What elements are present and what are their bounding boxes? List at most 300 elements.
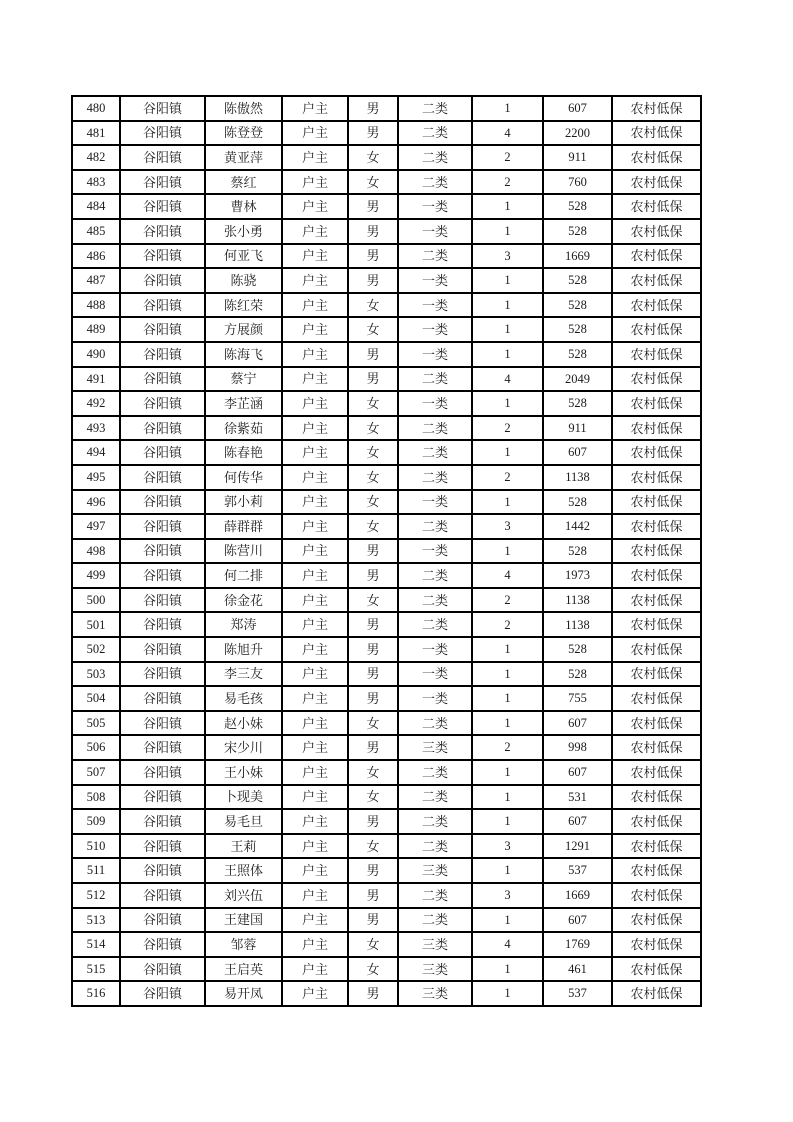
cell-welfare_type: 农村低保 xyxy=(612,440,701,465)
cell-amount: 607 xyxy=(543,760,612,785)
cell-name: 陈骁 xyxy=(205,268,282,293)
cell-welfare_type: 农村低保 xyxy=(612,293,701,318)
cell-welfare_type: 农村低保 xyxy=(612,317,701,342)
cell-name: 刘兴伍 xyxy=(205,883,282,908)
cell-seq: 487 xyxy=(72,268,120,293)
cell-persons: 3 xyxy=(472,514,543,539)
table-row xyxy=(72,391,701,416)
cell-category: 二类 xyxy=(398,514,472,539)
cell-gender: 男 xyxy=(348,883,398,908)
cell-gender: 男 xyxy=(348,219,398,244)
cell-name: 黄亚萍 xyxy=(205,145,282,170)
welfare-table-body xyxy=(72,96,701,1006)
cell-town: 谷阳镇 xyxy=(120,612,205,637)
cell-amount: 998 xyxy=(543,735,612,760)
cell-name: 易开凤 xyxy=(205,981,282,1006)
cell-category: 一类 xyxy=(398,686,472,711)
cell-welfare_type: 农村低保 xyxy=(612,244,701,269)
table-row xyxy=(72,490,701,515)
cell-persons: 1 xyxy=(472,96,543,121)
cell-gender: 女 xyxy=(348,293,398,318)
cell-seq: 488 xyxy=(72,293,120,318)
table-row xyxy=(72,932,701,957)
cell-amount: 528 xyxy=(543,194,612,219)
cell-category: 三类 xyxy=(398,932,472,957)
cell-name: 陈登登 xyxy=(205,121,282,146)
cell-seq: 485 xyxy=(72,219,120,244)
cell-persons: 2 xyxy=(472,145,543,170)
cell-amount: 461 xyxy=(543,957,612,982)
cell-name: 何传华 xyxy=(205,465,282,490)
cell-town: 谷阳镇 xyxy=(120,490,205,515)
cell-amount: 1669 xyxy=(543,883,612,908)
cell-category: 三类 xyxy=(398,858,472,883)
cell-householder: 户主 xyxy=(282,219,348,244)
cell-householder: 户主 xyxy=(282,268,348,293)
cell-seq: 491 xyxy=(72,367,120,392)
cell-persons: 4 xyxy=(472,121,543,146)
table-row xyxy=(72,662,701,687)
cell-householder: 户主 xyxy=(282,367,348,392)
cell-welfare_type: 农村低保 xyxy=(612,563,701,588)
cell-category: 一类 xyxy=(398,342,472,367)
cell-persons: 1 xyxy=(472,686,543,711)
cell-town: 谷阳镇 xyxy=(120,932,205,957)
cell-seq: 514 xyxy=(72,932,120,957)
cell-category: 三类 xyxy=(398,735,472,760)
cell-seq: 484 xyxy=(72,194,120,219)
cell-welfare_type: 农村低保 xyxy=(612,883,701,908)
cell-seq: 490 xyxy=(72,342,120,367)
cell-category: 二类 xyxy=(398,121,472,146)
cell-name: 易毛孩 xyxy=(205,686,282,711)
cell-gender: 女 xyxy=(348,416,398,441)
cell-town: 谷阳镇 xyxy=(120,588,205,613)
table-row xyxy=(72,145,701,170)
cell-town: 谷阳镇 xyxy=(120,194,205,219)
cell-gender: 女 xyxy=(348,711,398,736)
table-row xyxy=(72,735,701,760)
cell-name: 张小勇 xyxy=(205,219,282,244)
cell-persons: 1 xyxy=(472,760,543,785)
cell-seq: 486 xyxy=(72,244,120,269)
cell-welfare_type: 农村低保 xyxy=(612,588,701,613)
cell-householder: 户主 xyxy=(282,317,348,342)
cell-category: 二类 xyxy=(398,785,472,810)
cell-name: 宋少川 xyxy=(205,735,282,760)
cell-town: 谷阳镇 xyxy=(120,440,205,465)
cell-gender: 男 xyxy=(348,981,398,1006)
cell-welfare_type: 农村低保 xyxy=(612,219,701,244)
cell-town: 谷阳镇 xyxy=(120,514,205,539)
cell-amount: 2200 xyxy=(543,121,612,146)
cell-amount: 2049 xyxy=(543,367,612,392)
cell-persons: 3 xyxy=(472,883,543,908)
table-row xyxy=(72,342,701,367)
cell-householder: 户主 xyxy=(282,465,348,490)
cell-name: 徐金花 xyxy=(205,588,282,613)
cell-town: 谷阳镇 xyxy=(120,563,205,588)
cell-gender: 女 xyxy=(348,145,398,170)
cell-amount: 528 xyxy=(543,342,612,367)
cell-seq: 503 xyxy=(72,662,120,687)
cell-gender: 女 xyxy=(348,391,398,416)
cell-persons: 1 xyxy=(472,981,543,1006)
cell-welfare_type: 农村低保 xyxy=(612,981,701,1006)
cell-seq: 515 xyxy=(72,957,120,982)
cell-amount: 528 xyxy=(543,539,612,564)
cell-householder: 户主 xyxy=(282,96,348,121)
cell-town: 谷阳镇 xyxy=(120,883,205,908)
cell-householder: 户主 xyxy=(282,662,348,687)
cell-householder: 户主 xyxy=(282,121,348,146)
cell-welfare_type: 农村低保 xyxy=(612,391,701,416)
cell-amount: 528 xyxy=(543,490,612,515)
cell-householder: 户主 xyxy=(282,834,348,859)
cell-amount: 1138 xyxy=(543,612,612,637)
cell-persons: 1 xyxy=(472,957,543,982)
cell-seq: 480 xyxy=(72,96,120,121)
cell-town: 谷阳镇 xyxy=(120,268,205,293)
cell-persons: 2 xyxy=(472,465,543,490)
cell-category: 一类 xyxy=(398,490,472,515)
cell-town: 谷阳镇 xyxy=(120,219,205,244)
cell-householder: 户主 xyxy=(282,957,348,982)
cell-gender: 男 xyxy=(348,121,398,146)
cell-category: 二类 xyxy=(398,760,472,785)
cell-gender: 女 xyxy=(348,760,398,785)
cell-name: 徐紫茹 xyxy=(205,416,282,441)
cell-gender: 女 xyxy=(348,588,398,613)
cell-town: 谷阳镇 xyxy=(120,342,205,367)
cell-category: 三类 xyxy=(398,981,472,1006)
cell-welfare_type: 农村低保 xyxy=(612,145,701,170)
cell-householder: 户主 xyxy=(282,514,348,539)
cell-welfare_type: 农村低保 xyxy=(612,170,701,195)
cell-seq: 489 xyxy=(72,317,120,342)
cell-welfare_type: 农村低保 xyxy=(612,612,701,637)
cell-welfare_type: 农村低保 xyxy=(612,465,701,490)
cell-gender: 男 xyxy=(348,194,398,219)
cell-category: 二类 xyxy=(398,465,472,490)
cell-seq: 513 xyxy=(72,908,120,933)
cell-householder: 户主 xyxy=(282,735,348,760)
cell-amount: 528 xyxy=(543,317,612,342)
table-row xyxy=(72,883,701,908)
cell-persons: 1 xyxy=(472,539,543,564)
cell-gender: 男 xyxy=(348,612,398,637)
cell-seq: 481 xyxy=(72,121,120,146)
cell-householder: 户主 xyxy=(282,293,348,318)
cell-category: 二类 xyxy=(398,563,472,588)
table-row xyxy=(72,194,701,219)
table-row xyxy=(72,908,701,933)
cell-welfare_type: 农村低保 xyxy=(612,96,701,121)
cell-name: 陈傲然 xyxy=(205,96,282,121)
cell-town: 谷阳镇 xyxy=(120,735,205,760)
cell-town: 谷阳镇 xyxy=(120,416,205,441)
table-row xyxy=(72,612,701,637)
cell-category: 二类 xyxy=(398,96,472,121)
cell-name: 曹林 xyxy=(205,194,282,219)
cell-householder: 户主 xyxy=(282,588,348,613)
cell-householder: 户主 xyxy=(282,391,348,416)
cell-category: 二类 xyxy=(398,170,472,195)
cell-gender: 女 xyxy=(348,957,398,982)
cell-name: 王照体 xyxy=(205,858,282,883)
cell-name: 何亚飞 xyxy=(205,244,282,269)
cell-persons: 1 xyxy=(472,342,543,367)
cell-seq: 504 xyxy=(72,686,120,711)
cell-name: 李三友 xyxy=(205,662,282,687)
cell-town: 谷阳镇 xyxy=(120,121,205,146)
cell-gender: 男 xyxy=(348,563,398,588)
cell-persons: 1 xyxy=(472,785,543,810)
cell-seq: 492 xyxy=(72,391,120,416)
cell-gender: 女 xyxy=(348,785,398,810)
cell-town: 谷阳镇 xyxy=(120,686,205,711)
cell-persons: 1 xyxy=(472,219,543,244)
table-row xyxy=(72,637,701,662)
cell-town: 谷阳镇 xyxy=(120,711,205,736)
cell-persons: 1 xyxy=(472,268,543,293)
cell-category: 二类 xyxy=(398,588,472,613)
table-row xyxy=(72,834,701,859)
cell-amount: 531 xyxy=(543,785,612,810)
cell-category: 一类 xyxy=(398,194,472,219)
table-row xyxy=(72,440,701,465)
cell-householder: 户主 xyxy=(282,809,348,834)
cell-welfare_type: 农村低保 xyxy=(612,539,701,564)
cell-category: 一类 xyxy=(398,268,472,293)
cell-category: 二类 xyxy=(398,883,472,908)
cell-town: 谷阳镇 xyxy=(120,244,205,269)
cell-town: 谷阳镇 xyxy=(120,760,205,785)
cell-amount: 1442 xyxy=(543,514,612,539)
cell-name: 薛群群 xyxy=(205,514,282,539)
cell-persons: 1 xyxy=(472,662,543,687)
table-row xyxy=(72,170,701,195)
cell-welfare_type: 农村低保 xyxy=(612,514,701,539)
cell-gender: 男 xyxy=(348,908,398,933)
cell-seq: 482 xyxy=(72,145,120,170)
cell-name: 郑涛 xyxy=(205,612,282,637)
cell-householder: 户主 xyxy=(282,612,348,637)
cell-seq: 511 xyxy=(72,858,120,883)
cell-householder: 户主 xyxy=(282,145,348,170)
cell-name: 王启英 xyxy=(205,957,282,982)
cell-householder: 户主 xyxy=(282,711,348,736)
cell-seq: 499 xyxy=(72,563,120,588)
cell-gender: 女 xyxy=(348,465,398,490)
cell-town: 谷阳镇 xyxy=(120,858,205,883)
cell-householder: 户主 xyxy=(282,170,348,195)
cell-gender: 男 xyxy=(348,268,398,293)
cell-amount: 537 xyxy=(543,858,612,883)
cell-town: 谷阳镇 xyxy=(120,539,205,564)
cell-gender: 男 xyxy=(348,96,398,121)
cell-persons: 1 xyxy=(472,317,543,342)
cell-seq: 508 xyxy=(72,785,120,810)
table-row xyxy=(72,367,701,392)
table-row xyxy=(72,219,701,244)
cell-seq: 500 xyxy=(72,588,120,613)
cell-category: 一类 xyxy=(398,293,472,318)
cell-category: 二类 xyxy=(398,244,472,269)
cell-persons: 1 xyxy=(472,440,543,465)
cell-persons: 1 xyxy=(472,391,543,416)
cell-name: 蔡宁 xyxy=(205,367,282,392)
cell-gender: 女 xyxy=(348,834,398,859)
cell-welfare_type: 农村低保 xyxy=(612,662,701,687)
table-row xyxy=(72,244,701,269)
cell-town: 谷阳镇 xyxy=(120,834,205,859)
cell-gender: 男 xyxy=(348,662,398,687)
cell-seq: 510 xyxy=(72,834,120,859)
cell-name: 赵小妹 xyxy=(205,711,282,736)
cell-welfare_type: 农村低保 xyxy=(612,342,701,367)
cell-name: 陈红荣 xyxy=(205,293,282,318)
cell-persons: 2 xyxy=(472,416,543,441)
cell-amount: 755 xyxy=(543,686,612,711)
cell-welfare_type: 农村低保 xyxy=(612,858,701,883)
cell-seq: 512 xyxy=(72,883,120,908)
cell-town: 谷阳镇 xyxy=(120,293,205,318)
cell-welfare_type: 农村低保 xyxy=(612,785,701,810)
cell-seq: 516 xyxy=(72,981,120,1006)
cell-seq: 506 xyxy=(72,735,120,760)
cell-persons: 1 xyxy=(472,194,543,219)
cell-category: 一类 xyxy=(398,391,472,416)
cell-persons: 1 xyxy=(472,858,543,883)
table-row xyxy=(72,416,701,441)
cell-name: 蔡红 xyxy=(205,170,282,195)
cell-category: 一类 xyxy=(398,637,472,662)
cell-gender: 男 xyxy=(348,809,398,834)
cell-welfare_type: 农村低保 xyxy=(612,932,701,957)
cell-welfare_type: 农村低保 xyxy=(612,809,701,834)
table-row xyxy=(72,981,701,1006)
cell-householder: 户主 xyxy=(282,760,348,785)
cell-amount: 537 xyxy=(543,981,612,1006)
table-row xyxy=(72,809,701,834)
cell-amount: 911 xyxy=(543,145,612,170)
cell-name: 陈旭升 xyxy=(205,637,282,662)
cell-category: 一类 xyxy=(398,317,472,342)
cell-amount: 528 xyxy=(543,293,612,318)
table-row xyxy=(72,268,701,293)
cell-name: 郭小莉 xyxy=(205,490,282,515)
cell-town: 谷阳镇 xyxy=(120,908,205,933)
table-row xyxy=(72,760,701,785)
cell-persons: 2 xyxy=(472,735,543,760)
table-row xyxy=(72,514,701,539)
cell-category: 二类 xyxy=(398,367,472,392)
cell-gender: 男 xyxy=(348,367,398,392)
cell-welfare_type: 农村低保 xyxy=(612,908,701,933)
cell-amount: 1138 xyxy=(543,588,612,613)
cell-name: 陈海飞 xyxy=(205,342,282,367)
cell-gender: 女 xyxy=(348,440,398,465)
cell-gender: 男 xyxy=(348,342,398,367)
cell-householder: 户主 xyxy=(282,194,348,219)
cell-householder: 户主 xyxy=(282,244,348,269)
cell-town: 谷阳镇 xyxy=(120,96,205,121)
cell-amount: 1291 xyxy=(543,834,612,859)
cell-seq: 507 xyxy=(72,760,120,785)
cell-seq: 501 xyxy=(72,612,120,637)
table-row xyxy=(72,957,701,982)
cell-town: 谷阳镇 xyxy=(120,367,205,392)
cell-town: 谷阳镇 xyxy=(120,809,205,834)
cell-householder: 户主 xyxy=(282,686,348,711)
cell-gender: 女 xyxy=(348,170,398,195)
cell-persons: 1 xyxy=(472,637,543,662)
cell-amount: 607 xyxy=(543,96,612,121)
cell-gender: 男 xyxy=(348,686,398,711)
cell-seq: 502 xyxy=(72,637,120,662)
cell-householder: 户主 xyxy=(282,637,348,662)
cell-amount: 528 xyxy=(543,637,612,662)
cell-welfare_type: 农村低保 xyxy=(612,121,701,146)
cell-name: 李芷涵 xyxy=(205,391,282,416)
cell-gender: 男 xyxy=(348,539,398,564)
cell-seq: 495 xyxy=(72,465,120,490)
cell-welfare_type: 农村低保 xyxy=(612,268,701,293)
cell-seq: 494 xyxy=(72,440,120,465)
cell-welfare_type: 农村低保 xyxy=(612,735,701,760)
table-row xyxy=(72,317,701,342)
cell-amount: 1669 xyxy=(543,244,612,269)
table-row xyxy=(72,121,701,146)
cell-gender: 女 xyxy=(348,932,398,957)
cell-householder: 户主 xyxy=(282,858,348,883)
cell-welfare_type: 农村低保 xyxy=(612,416,701,441)
cell-name: 王建国 xyxy=(205,908,282,933)
cell-persons: 1 xyxy=(472,809,543,834)
table-row xyxy=(72,686,701,711)
cell-town: 谷阳镇 xyxy=(120,391,205,416)
cell-amount: 760 xyxy=(543,170,612,195)
cell-seq: 496 xyxy=(72,490,120,515)
cell-householder: 户主 xyxy=(282,539,348,564)
cell-seq: 498 xyxy=(72,539,120,564)
cell-amount: 528 xyxy=(543,268,612,293)
cell-seq: 505 xyxy=(72,711,120,736)
cell-category: 二类 xyxy=(398,416,472,441)
cell-gender: 男 xyxy=(348,244,398,269)
cell-householder: 户主 xyxy=(282,490,348,515)
cell-householder: 户主 xyxy=(282,563,348,588)
cell-welfare_type: 农村低保 xyxy=(612,834,701,859)
cell-town: 谷阳镇 xyxy=(120,957,205,982)
cell-amount: 607 xyxy=(543,908,612,933)
cell-town: 谷阳镇 xyxy=(120,637,205,662)
cell-persons: 3 xyxy=(472,834,543,859)
cell-amount: 607 xyxy=(543,809,612,834)
cell-gender: 女 xyxy=(348,490,398,515)
cell-welfare_type: 农村低保 xyxy=(612,957,701,982)
cell-persons: 2 xyxy=(472,588,543,613)
cell-name: 方展颜 xyxy=(205,317,282,342)
cell-town: 谷阳镇 xyxy=(120,317,205,342)
cell-householder: 户主 xyxy=(282,883,348,908)
cell-gender: 男 xyxy=(348,735,398,760)
table-row xyxy=(72,563,701,588)
cell-persons: 4 xyxy=(472,563,543,588)
cell-householder: 户主 xyxy=(282,932,348,957)
table-row xyxy=(72,785,701,810)
